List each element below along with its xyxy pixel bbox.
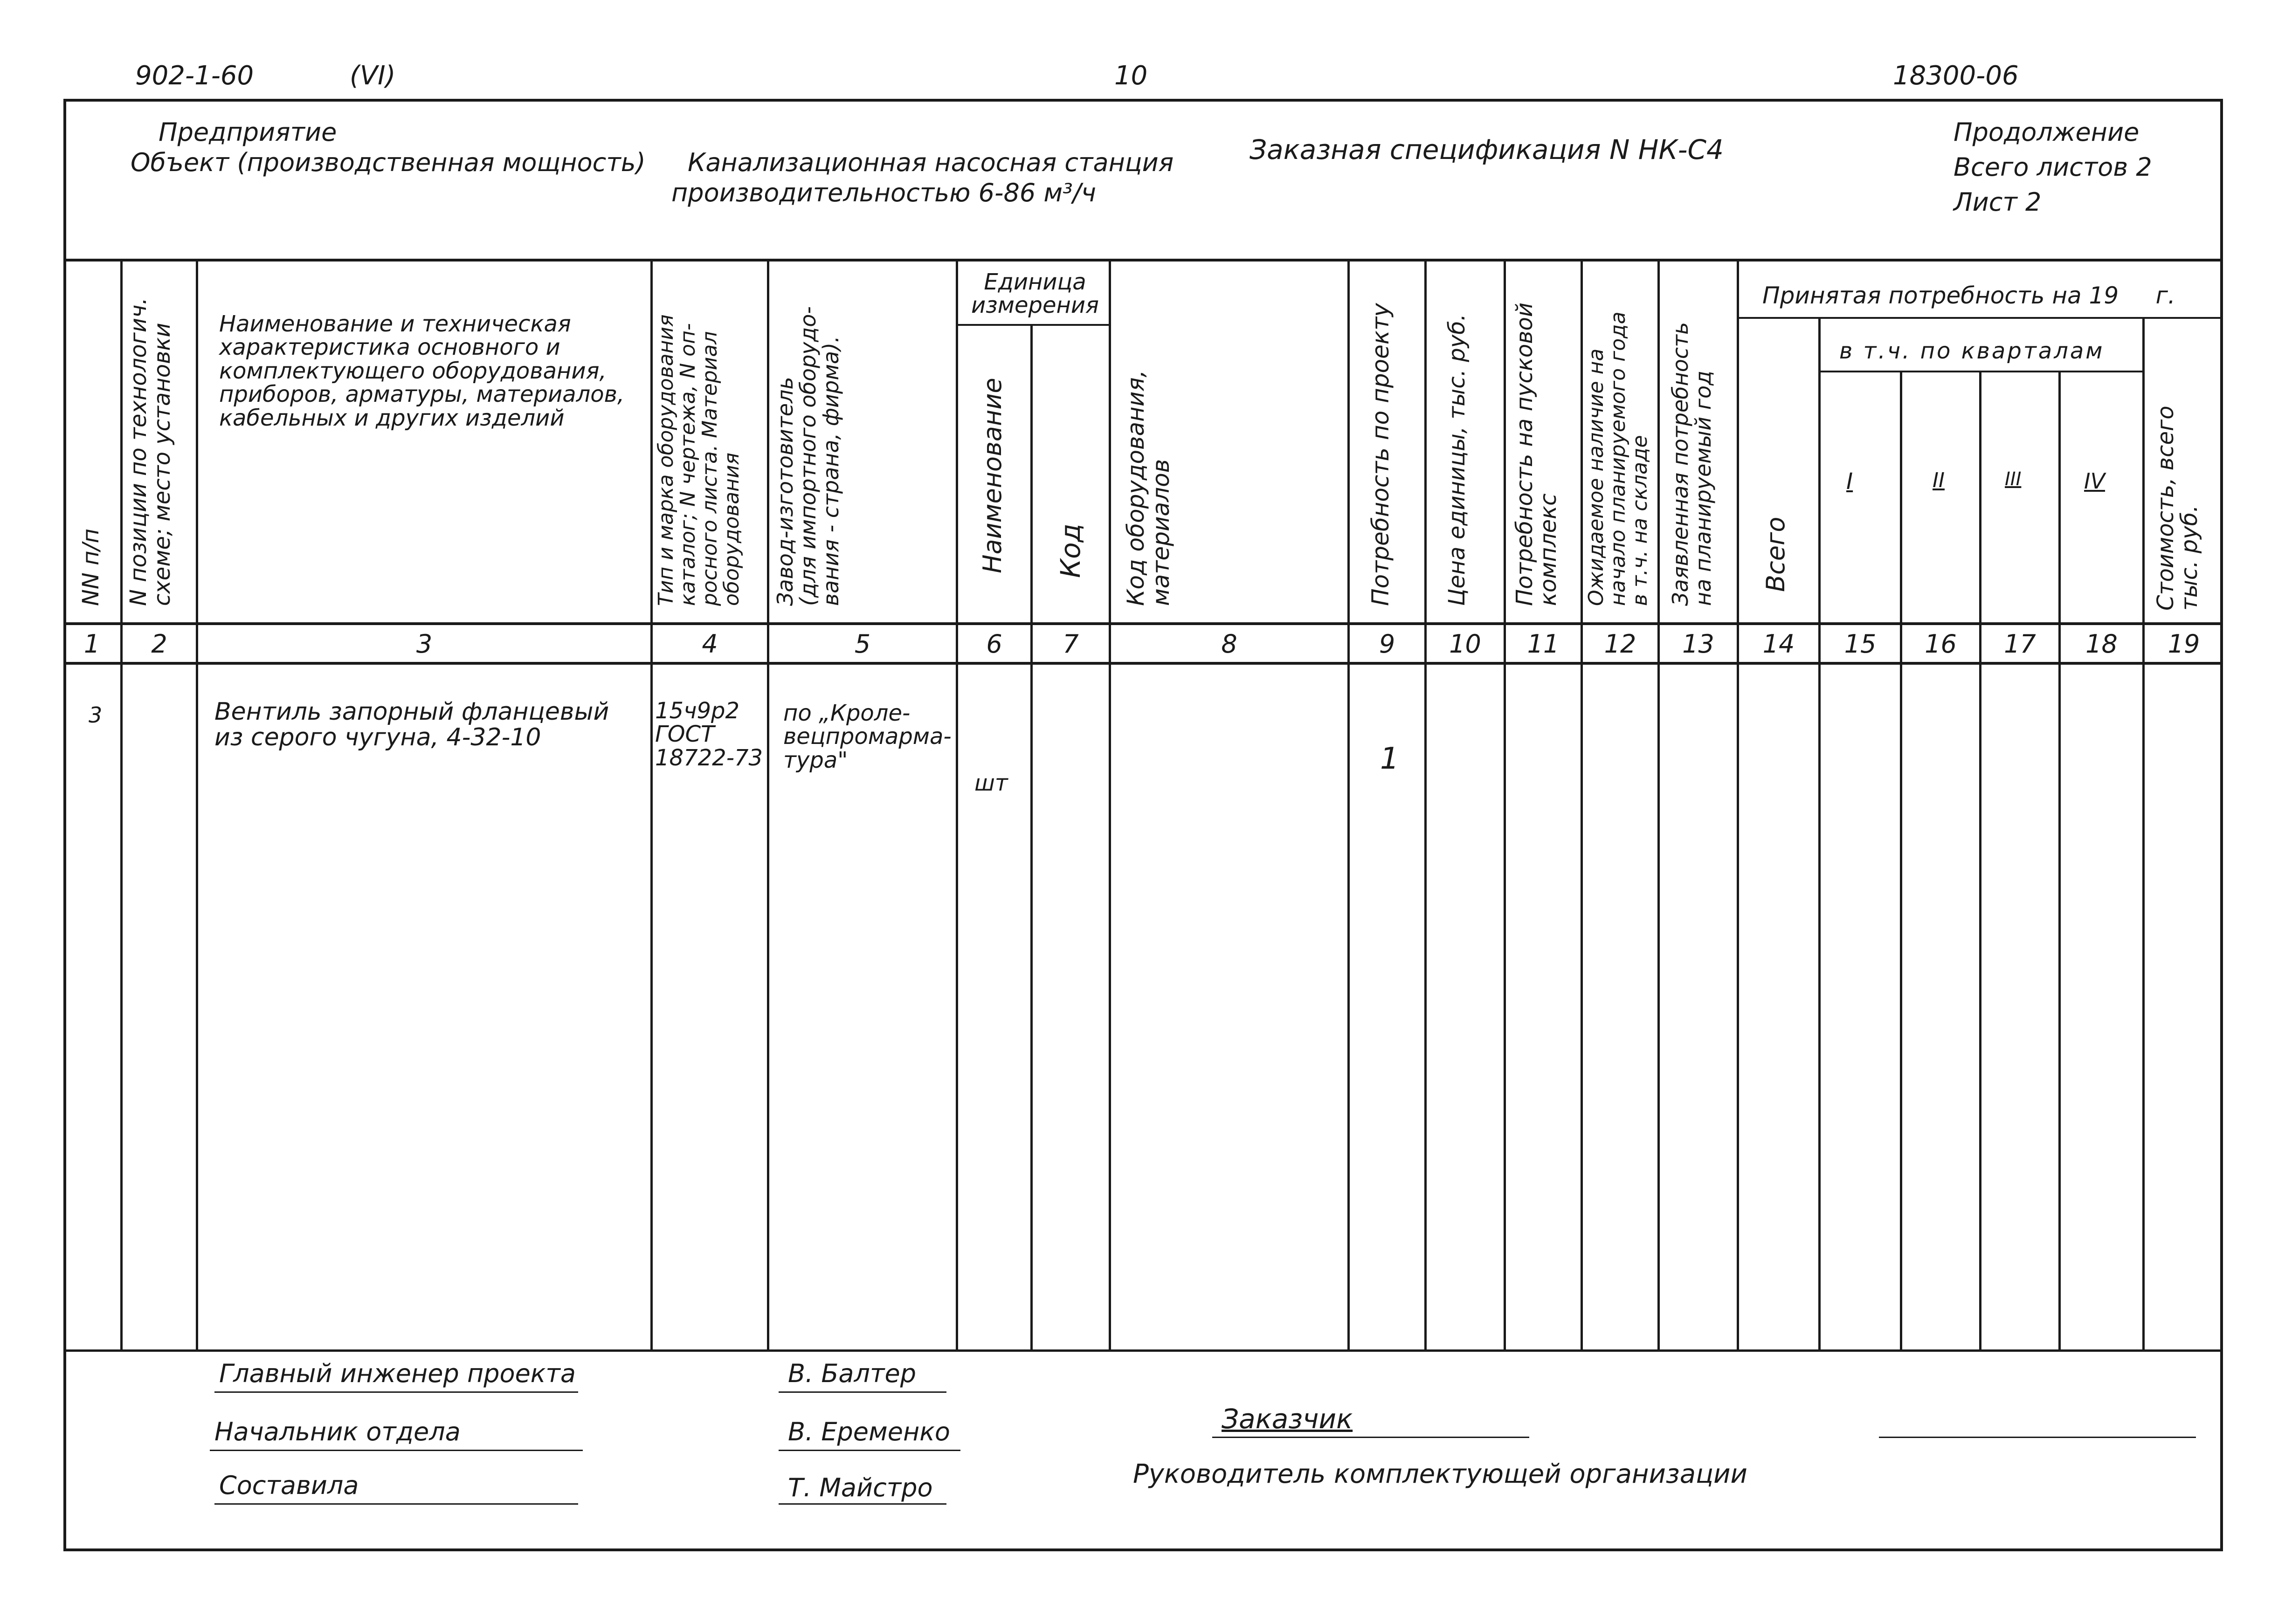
row-item-name: Вентиль запорный фланцевый из серого чугуна, 4-32-10: [214, 698, 609, 751]
col-number: 13: [1682, 629, 1714, 659]
col-number: 3: [416, 629, 433, 659]
col-number: 11: [1527, 629, 1560, 659]
rule-header-bottom: [63, 259, 2223, 261]
col-rule: [1030, 324, 1033, 1352]
row-maker: по „Кроле- вецпромарма- тура": [783, 700, 952, 773]
col-number: 4: [702, 629, 718, 659]
col-header-6: Наименование: [978, 378, 1007, 573]
object-capacity: производительностью 6-86 м³/ч: [671, 178, 1096, 207]
sheet-label: Лист 2: [1954, 187, 2042, 217]
col-rule: [1657, 259, 1660, 1352]
unit-group-header: Единица измерения: [971, 269, 1099, 319]
col-rule: [2058, 371, 2061, 1352]
col-rule: [196, 259, 198, 1352]
col-rule: [1581, 259, 1583, 1352]
chief-engineer-name: В. Балтер: [788, 1359, 916, 1388]
rule-unit-group: [956, 324, 1110, 326]
object-label: Объект (производственная мощность): [131, 148, 646, 177]
col-header-8: Код оборудования, материалов: [1122, 370, 1174, 606]
col-header-9: Потребность по проекту: [1367, 303, 1394, 606]
department-head-name: В. Еременко: [788, 1417, 950, 1446]
col-number: 15: [1844, 629, 1877, 659]
doc-code-left: 902-1-60: [135, 61, 254, 91]
col-header-4: Тип и марка оборудования каталог; N чертежа, N оп- росного листа. Материал оборудования: [654, 314, 744, 606]
col-header-1: NN п/п: [78, 528, 104, 606]
author-name: Т. Майстро: [788, 1473, 933, 1502]
col-header-2: N позиции по технологич. схеме; место установки: [125, 297, 176, 606]
col-rule: [1109, 259, 1111, 1352]
col-rule: [767, 259, 769, 1352]
quarter-3: III: [2005, 468, 2022, 490]
col-rule: [1979, 371, 1981, 1352]
col-rule: [1424, 259, 1427, 1352]
col-number: 16: [1925, 629, 1957, 659]
quarter-1: I: [1846, 468, 1853, 495]
rule-numbers-top: [63, 622, 2223, 625]
col-number: 1: [83, 629, 100, 659]
col-number: 17: [2004, 629, 2036, 659]
customer-label: Заказчик: [1222, 1403, 1353, 1435]
col-rule: [1900, 371, 1902, 1352]
doc-code-roman: (VI): [350, 61, 396, 91]
col-header-14: Всего: [1761, 516, 1790, 592]
continuation-label: Продолжение: [1954, 117, 2140, 147]
col-number: 12: [1604, 629, 1636, 659]
col-number: 14: [1762, 629, 1795, 659]
row-quantity: 1: [1380, 742, 1399, 776]
col-number: 8: [1221, 629, 1237, 659]
signature-line: [1212, 1437, 1529, 1438]
enterprise-label: Предприятие: [159, 117, 337, 147]
object-name: Канализационная насосная станция: [688, 148, 1174, 177]
col-header-3: Наименование и техническая характеристика основного и комплектующего оборудования, приборов, арматуры, материалов, кабельных и других изделий: [219, 311, 625, 431]
col-number: 10: [1449, 629, 1481, 659]
author-label: Составила: [219, 1471, 359, 1500]
signature-line: [779, 1450, 960, 1451]
col-rule: [650, 259, 653, 1352]
signature-line: [779, 1391, 946, 1393]
col-header-19: Стоимость, всего тыс. руб.: [2153, 406, 2203, 611]
signature-line: [214, 1503, 578, 1505]
signature-line: [1879, 1437, 2196, 1438]
col-number: 9: [1379, 629, 1395, 659]
row-position: 3: [89, 702, 103, 728]
col-number: 18: [2085, 629, 2118, 659]
quarter-4: IV: [2084, 468, 2106, 494]
col-header-5: Завод-изготовитель (для импортного оборудо- вания - страна, фирма).: [773, 306, 844, 606]
col-header-12: Ожидаемое наличие на начало планируемого года в т.ч. на складе: [1584, 311, 1652, 606]
row-unit: шт: [974, 770, 1008, 796]
col-rule: [1737, 259, 1739, 1352]
rule-table-bottom: [63, 1349, 2223, 1352]
signature-line: [214, 1391, 578, 1393]
col-header-7: Код: [1055, 523, 1086, 578]
signature-line: [210, 1450, 583, 1451]
rule-accepted: [1737, 317, 2223, 319]
col-header-10: Цена единицы, тыс. руб.: [1444, 314, 1470, 606]
doc-code-right: 18300-06: [1893, 61, 2019, 91]
organization-head-label: Руководитель комплектующей организации: [1133, 1459, 1747, 1489]
signature-line: [779, 1503, 946, 1505]
col-rule: [2142, 317, 2145, 1352]
col-number: 2: [151, 629, 167, 659]
col-rule: [1504, 259, 1506, 1352]
page-number: 10: [1114, 61, 1148, 91]
col-rule: [1818, 317, 1821, 1352]
col-number: 6: [986, 629, 1002, 659]
col-rule: [1347, 259, 1350, 1352]
quarter-2: II: [1933, 468, 1945, 492]
col-number: 19: [2168, 629, 2200, 659]
accepted-header: Принятая потребность на 19 г.: [1762, 282, 2175, 309]
chief-engineer-label: Главный инженер проекта: [219, 1359, 576, 1388]
total-sheets-label: Всего листов 2: [1954, 152, 2152, 182]
spec-title: Заказная спецификация N НК-С4: [1250, 134, 1724, 165]
col-header-11: Потребность на пусковой комплекс: [1512, 302, 1562, 606]
col-rule: [956, 259, 958, 1352]
quarters-header: в т.ч. по кварталам: [1839, 338, 2105, 364]
col-header-13: Заявленная потребность на планируемый год: [1668, 322, 1716, 606]
col-number: 7: [1063, 629, 1079, 659]
col-number: 5: [854, 629, 871, 659]
rule-numbers-bottom: [63, 662, 2223, 665]
department-head-label: Начальник отдела: [214, 1417, 461, 1446]
row-type: 15ч9р2 ГОСТ 18722-73: [655, 698, 763, 771]
col-rule: [120, 259, 123, 1352]
